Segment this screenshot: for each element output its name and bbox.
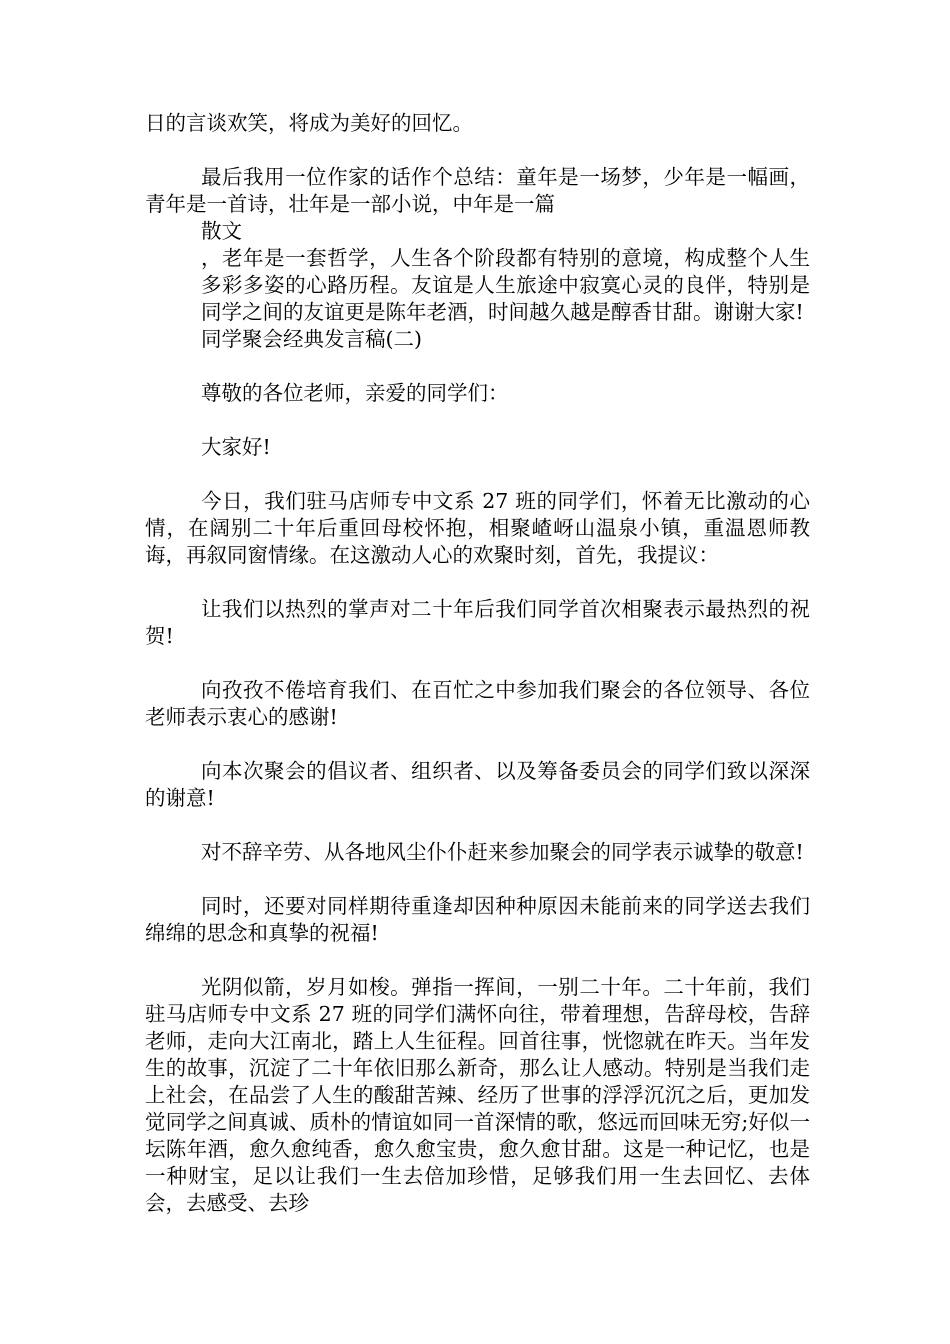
paragraph-reminiscence: 光阴似箭，岁月如梭。弹指一挥间，一别二十年。二十年前，我们驻马店师专中文系 27 班的同学们满怀向往，带着理想，告辞母校，告辞老师，走向大江南北，踏上人生征程。回首往事，恍惚就在昨天。当年发生的故事，沉淀了二十年依旧那么新奇，那么让人感动。特别是当我们走上社会，在品尝了人生的酸甜苦辣、经历了世事的浮浮沉沉之后，更加发觉同学之间真诚、质朴的情谊如同一首深情的歌，悠远而回味无穷;好似一坛陈年酒，愈久愈纯香，愈久愈宝贵，愈久愈甘甜。这是一种记忆，也是一种财宝，足以让我们一生去倍加珍惜，足够我们用一生去回忆、去体会，去感受、去珍 <box>145 975 810 1215</box>
section-title: 同学聚会经典发言稿(二) <box>201 327 422 351</box>
salutation: 尊敬的各位老师，亲爱的同学们： <box>201 381 509 405</box>
paragraph-gap <box>145 650 810 677</box>
paragraph-gap <box>145 407 810 434</box>
greeting: 大家好! <box>201 435 271 459</box>
paragraph-applause: 让我们以热烈的掌声对二十年后我们同学首次相聚表示最热烈的祝贺! <box>145 597 810 648</box>
paragraph-gap <box>145 569 810 596</box>
document-page <box>145 110 810 1217</box>
paragraph-absent-classmates: 同时，还要对同样期待重逢却因种种原因未能前来的同学送去我们绵绵的思念和真挚的祝福! <box>145 894 810 945</box>
paragraph-gap <box>145 812 810 839</box>
paragraph-respect-classmates: 对不辞辛劳、从各地风尘仆仆赶来参加聚会的同学表示诚挚的敬意! <box>201 840 804 864</box>
paragraph-gap <box>145 461 810 488</box>
paragraph-gap <box>145 947 810 974</box>
paragraph-gap <box>145 866 810 893</box>
paragraph-summary: 最后我用一位作家的话作个总结：童年是一场梦，少年是一幅画，青年是一首诗，壮年是一部小说，中年是一篇 <box>145 165 810 216</box>
paragraph-summary-continued: ，老年是一套哲学，人生各个阶段都有特别的意境，构成整个人生多彩多姿的心路历程。友谊是人生旅途中寂寞心灵的良伴，特别是同学之间的友谊更是陈年老酒，时间越久越是醇香甘甜。谢谢大家! <box>201 246 810 324</box>
paragraph-gap <box>145 353 810 380</box>
paragraph-gap <box>145 137 810 164</box>
paragraph-opening: 今日，我们驻马店师专中文系 27 班的同学们，怀着无比激动的心情，在阔别二十年后重回母校怀抱，相聚嵖岈山温泉小镇，重温恩师教诲，再叙同窗情缘。在这激动人心的欢聚时刻，首先，我提议： <box>145 489 810 567</box>
paragraph-prose-word: 散文 <box>201 219 242 243</box>
paragraph-thanks-teachers: 向孜孜不倦培育我们、在百忙之中参加我们聚会的各位领导、各位老师表示衷心的感谢! <box>145 678 810 729</box>
paragraph-gap <box>145 731 810 758</box>
paragraph-thanks-organizers: 向本次聚会的倡议者、组织者、以及筹备委员会的同学们致以深深的谢意! <box>145 759 810 810</box>
paragraph-closing-line: 日的言谈欢笑，将成为美好的回忆。 <box>145 111 473 135</box>
